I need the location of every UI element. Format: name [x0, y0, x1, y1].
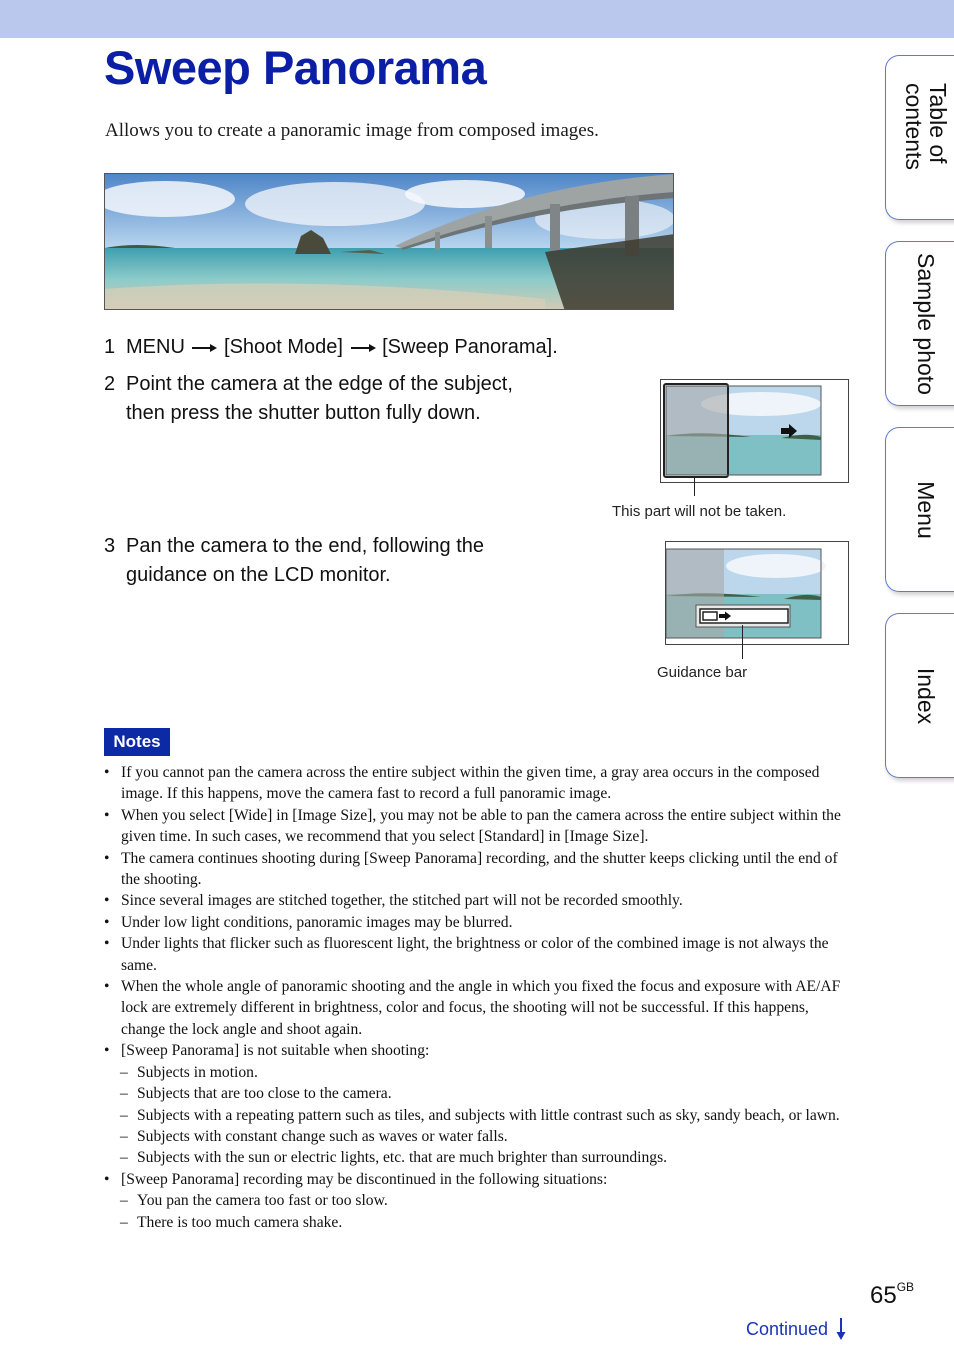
step-2: [104, 370, 624, 430]
down-arrow-icon: [835, 1317, 847, 1341]
note-item: • When you select [Wide] in [Image Size], you may not be able to pan the camera across the entire subject within the given time. In such cases, we recommend that you select [Standard] in [Image Size].: [104, 806, 841, 846]
note-subitem: – Subjects with the sun or electric lights, etc. that are much brighter than surroundings.: [120, 1149, 668, 1167]
panorama-photo: [104, 173, 674, 310]
step-text-line: Point the camera at the edge of the subject,: [126, 373, 513, 395]
page-title: Sweep Panorama: [104, 41, 487, 94]
right-arrow-icon: [349, 342, 377, 354]
page-number: $65^{GB}$: [870, 1280, 915, 1309]
note-item: • Under low light conditions, panoramic images may be blurred.: [104, 913, 513, 931]
note-item: • [Sweep Panorama] recording may be discontinued in the following situations:: [104, 1170, 608, 1188]
note-subitem: – Subjects in motion.: [120, 1063, 258, 1081]
menu-label: MENU: [126, 336, 185, 358]
page-suffix: GB: [896, 1280, 915, 1294]
shoot-mode-label: [Shoot Mode]: [224, 336, 343, 358]
tab-sample-photo[interactable]: [885, 241, 954, 406]
header-band: [0, 0, 954, 38]
sweep-panorama-label: [Sweep Panorama].: [382, 336, 558, 358]
note-item: • Under lights that flicker such as fluorescent light, the brightness or color of the combined image is not always the same.: [104, 935, 829, 974]
notes-list: [104, 762, 854, 1233]
tab-label: Sample photo: [912, 252, 939, 395]
note-subitem: – Subjects with constant change such as waves or water falls.: [120, 1127, 508, 1145]
step-number: 1: [104, 336, 116, 358]
note-item: • If you cannot pan the camera across the entire subject within the given time, a gray area occurs in the composed image. If this happens, move the camera fast to record a full panoramic image.: [104, 764, 820, 803]
step-number: 3: [104, 535, 116, 557]
note-subitem: – There is too much camera shake.: [120, 1213, 343, 1231]
step-1: [104, 333, 664, 363]
intro-text: Allows you to create a panoramic image from composed images.: [105, 120, 599, 141]
callout-line: [694, 478, 695, 496]
tab-label: Table of contents: [900, 82, 951, 170]
note-item: • When the whole angle of panoramic shooting and the angle in which you fixed the focus and exposure with AE/AF lock are extremely different in brightness, color and focus, the shooting will not be successful. If this happens, change the lock angle and shoot again.: [104, 978, 841, 1038]
note-subitem: – Subjects that are too close to the camera.: [120, 1085, 392, 1103]
lcd-figure-guidance: [665, 541, 849, 645]
step-3: [104, 532, 624, 592]
step-text-line: guidance on the LCD monitor.: [126, 564, 391, 586]
continued-link[interactable]: Continued: [746, 1317, 847, 1341]
tab-label: Menu: [912, 480, 939, 539]
note-subitem: – You pan the camera too fast or too slow.: [120, 1192, 388, 1210]
tab-index[interactable]: [885, 613, 954, 778]
step-text-line: Pan the camera to the end, following the: [126, 535, 485, 557]
figure-caption: Guidance bar: [657, 664, 748, 681]
step-text-line: then press the shutter button fully down.: [126, 402, 481, 424]
callout-line: [742, 625, 743, 659]
tab-table-of-contents[interactable]: [885, 55, 954, 220]
figure-caption: This part will not be taken.: [612, 503, 787, 520]
tab-label: Index: [912, 667, 939, 724]
step-number: 2: [104, 373, 116, 395]
tab-menu[interactable]: [885, 427, 954, 592]
note-item: • The camera continues shooting during [Sweep Panorama] recording, and the shutter keeps clicking until the end of the shooting.: [104, 849, 838, 889]
right-arrow-icon: [190, 342, 218, 354]
note-item: • [Sweep Panorama] is not suitable when shooting:: [104, 1042, 430, 1060]
notes-tag: Notes: [104, 728, 170, 756]
note-subitem: – Subjects with a repeating pattern such as tiles, and subjects with little contrast such as sky, sandy beach, or lawn.: [120, 1106, 840, 1124]
lcd-figure-start: [660, 379, 849, 483]
note-item: • Since several images are stitched together, the stitched part will not be recorded smoothly.: [104, 892, 683, 910]
